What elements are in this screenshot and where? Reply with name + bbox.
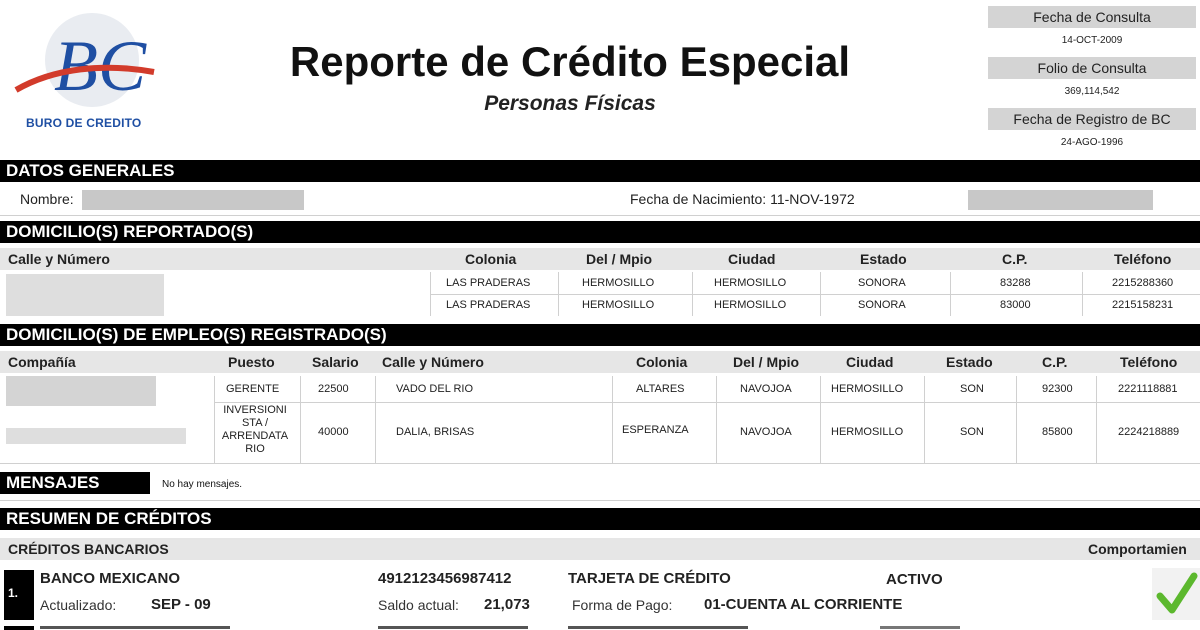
cell-telefono: 2215288360 — [1112, 277, 1174, 289]
cell-cp: 85800 — [1042, 426, 1073, 438]
saldo-label: Saldo actual: — [378, 597, 459, 613]
col-ciudad: Ciudad — [846, 354, 894, 370]
cell-calle: DALIA, BRISAS — [396, 426, 475, 438]
cell-colonia: LAS PRADERAS — [446, 299, 531, 311]
cell-ciudad: HERMOSILLO — [714, 277, 787, 289]
creditos-bancarios-label: CRÉDITOS BANCARIOS — [8, 541, 169, 557]
cell-telefono: 2221118881 — [1118, 383, 1178, 395]
cell-telefono: 2224218889 — [1118, 426, 1180, 438]
col-colonia: Colonia — [636, 354, 688, 370]
col-estado: Estado — [860, 251, 907, 267]
cell-puesto — [216, 404, 294, 456]
col-telefono: Teléfono — [1114, 251, 1172, 267]
cell-puesto: GERENTE — [226, 383, 280, 395]
puesto-line: STA / — [241, 417, 269, 429]
col-mpio: Del / Mpio — [733, 354, 800, 370]
credit-type: TARJETA DE CRÉDITO — [568, 570, 731, 587]
credit-item[interactable] — [0, 568, 1200, 622]
col-mpio: Del / Mpio — [586, 251, 653, 267]
creditos-bancarios-header — [0, 538, 1200, 560]
domicilios-header — [0, 248, 1200, 270]
cell-cp: 83000 — [1000, 299, 1031, 311]
col-cp: C.P. — [1002, 251, 1028, 267]
cell-ciudad: HERMOSILLO — [714, 299, 787, 311]
col-estado: Estado — [946, 354, 993, 370]
puesto-line: RIO — [245, 443, 265, 455]
puesto-line: INVERSIONI — [223, 404, 287, 416]
cell-telefono: 2215158231 — [1112, 299, 1174, 311]
cell-estado: SONORA — [858, 299, 906, 311]
meta-label: Folio de Consulta — [988, 57, 1196, 79]
section-mensajes: MENSAJES — [0, 472, 150, 494]
cell-estado: SON — [960, 426, 984, 438]
meta-consulta-date — [988, 6, 1196, 53]
redacted-field — [968, 190, 1153, 210]
cell-colonia: ALTARES — [636, 383, 685, 395]
actualizado-label: Actualizado: — [40, 597, 117, 613]
meta-folio — [988, 57, 1196, 104]
cell-cp: 92300 — [1042, 383, 1073, 395]
col-ciudad: Ciudad — [728, 251, 776, 267]
section-domicilios: DOMICILIO(S) REPORTADO(S) — [0, 221, 1200, 243]
meta-label: Fecha de Consulta — [988, 6, 1196, 28]
col-calle: Calle y Número — [382, 354, 484, 370]
credit-status: ACTIVO — [886, 571, 943, 588]
section-datos-generales: DATOS GENERALES — [0, 160, 1200, 182]
meta-label: Fecha de Registro de BC — [988, 108, 1196, 130]
cell-estado: SONORA — [858, 277, 906, 289]
cell-ciudad: HERMOSILLO — [831, 426, 904, 438]
nombre-label: Nombre: — [20, 191, 74, 207]
cell-colonia: ESPERANZA — [622, 424, 689, 436]
cell-colonia: LAS PRADERAS — [446, 277, 531, 289]
svg-text:BC: BC — [54, 26, 147, 106]
cell-mpio: HERMOSILLO — [582, 299, 655, 311]
saldo-value: 21,073 — [484, 596, 530, 613]
section-empleos: DOMICILIO(S) DE EMPLEO(S) REGISTRADO(S) — [0, 324, 1200, 346]
puesto-line: ARRENDATA — [221, 430, 289, 442]
comportamiento-cell — [1152, 568, 1200, 620]
table-row — [0, 376, 1200, 402]
empleos-header — [0, 351, 1200, 373]
credit-bank: BANCO MEXICANO — [40, 570, 181, 587]
cell-mpio: HERMOSILLO — [582, 277, 655, 289]
meta-value: 14-OCT-2009 — [1061, 35, 1123, 46]
table-row — [0, 294, 1200, 316]
cell-salario: 40000 — [318, 426, 349, 438]
cell-cp: 83288 — [1000, 277, 1031, 289]
meta-registro — [988, 108, 1196, 155]
col-puesto: Puesto — [228, 354, 275, 370]
check-icon — [1156, 572, 1198, 616]
forma-pago-label: Forma de Pago: — [572, 597, 673, 613]
datos-generales-row — [0, 184, 1200, 214]
page-subtitle: Personas Físicas — [484, 92, 656, 115]
page-title: Reporte de Crédito Especial — [289, 38, 851, 85]
cell-ciudad: HERMOSILLO — [831, 383, 904, 395]
redacted-name — [82, 190, 304, 210]
credit-item-partial — [4, 626, 1200, 630]
fecha-nacimiento: Fecha de Nacimiento: 11-NOV-1972 — [630, 191, 855, 207]
col-calle: Calle y Número — [8, 251, 110, 267]
cell-salario: 22500 — [318, 383, 349, 395]
cell-calle: VADO DEL RIO — [396, 383, 474, 395]
table-row — [0, 272, 1200, 294]
meta-value: 24-AGO-1996 — [1060, 137, 1124, 148]
section-resumen: RESUMEN DE CRÉDITOS — [0, 508, 1200, 530]
cell-mpio: NAVOJOA — [740, 426, 792, 438]
col-compania: Compañía — [8, 354, 76, 370]
buro-logo — [14, 8, 164, 136]
col-cp: C.P. — [1042, 354, 1068, 370]
col-salario: Salario — [312, 354, 359, 370]
comportamiento-label: Comportamien — [1088, 541, 1187, 557]
meta-value: 369,114,542 — [1064, 86, 1120, 97]
col-telefono: Teléfono — [1120, 354, 1178, 370]
logo-text: BURO DE CREDITO — [26, 116, 142, 130]
table-row — [0, 402, 1200, 462]
credit-account: 4912123456987412 — [378, 570, 512, 587]
cell-estado: SON — [960, 383, 984, 395]
actualizado-value: SEP - 09 — [151, 596, 211, 613]
bc-logo-icon — [14, 8, 164, 116]
mensajes-text: No hay mensajes. — [162, 479, 243, 490]
forma-pago-value: 01-CUENTA AL CORRIENTE — [704, 596, 903, 613]
credit-number: 1. — [4, 570, 34, 620]
cell-mpio: NAVOJOA — [740, 383, 792, 395]
col-colonia: Colonia — [465, 251, 517, 267]
